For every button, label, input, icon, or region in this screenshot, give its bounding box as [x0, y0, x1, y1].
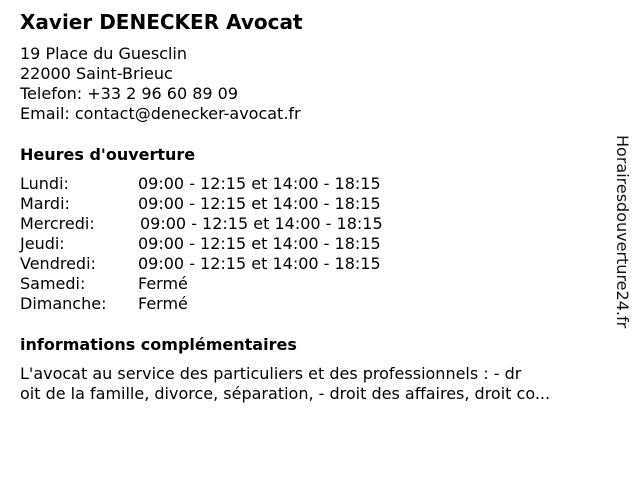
additional-info-text — [20, 364, 620, 404]
description-line-2: oit de la famille, divorce, séparation, - droit des affaires, droit co... — [20, 384, 551, 403]
address-city: 22000 Saint-Brieuc — [20, 64, 173, 83]
hours-day-label: Jeudi: — [20, 234, 65, 253]
hours-time-value: 09:00 - 12:15 et 14:00 - 18:15 — [138, 174, 381, 193]
phone-number: Telefon: +33 2 96 60 89 09 — [20, 84, 239, 103]
email-address: Email: contact@denecker-avocat.fr — [20, 104, 301, 123]
additional-info-heading: informations complémentaires — [20, 335, 297, 354]
hours-time-value: 09:00 - 12:15 et 14:00 - 18:15 — [140, 214, 383, 233]
hours-time-value: 09:00 - 12:15 et 14:00 - 18:15 — [138, 194, 381, 213]
description-line-1: L'avocat au service des particuliers et des professionnels : - dr — [20, 364, 522, 383]
business-name: Xavier DENECKER Avocat — [20, 10, 303, 34]
site-watermark: Horairesdouverture24.fr — [613, 135, 632, 329]
hours-day-label: Vendredi: — [20, 254, 96, 273]
hours-day-label: Samedi: — [20, 274, 86, 293]
hours-day-label: Lundi: — [20, 174, 69, 193]
hours-time-value: 09:00 - 12:15 et 14:00 - 18:15 — [138, 254, 381, 273]
contact-block — [20, 44, 301, 124]
hours-time-value: 09:00 - 12:15 et 14:00 - 18:15 — [138, 234, 381, 253]
opening-hours-heading: Heures d'ouverture — [20, 145, 196, 164]
hours-day-label: Dimanche: — [20, 294, 107, 313]
hours-day-label: Mercredi: — [20, 214, 95, 233]
hours-time-value: Fermé — [138, 294, 188, 313]
hours-time-value: Fermé — [138, 274, 188, 293]
address-street: 19 Place du Guesclin — [20, 44, 187, 63]
hours-day-label: Mardi: — [20, 194, 70, 213]
